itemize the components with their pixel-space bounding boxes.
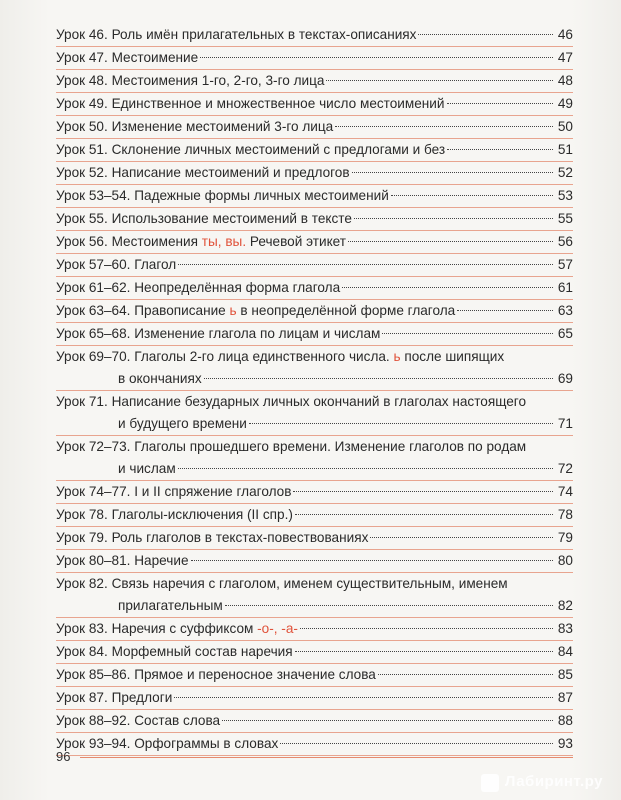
page-number: 52 xyxy=(557,165,573,180)
lesson-label: Урок 50. xyxy=(56,119,108,134)
leader-dots xyxy=(354,218,553,219)
lesson-title: Предлоги xyxy=(111,690,173,705)
leader-dots xyxy=(222,720,553,721)
page-number: 71 xyxy=(557,416,573,431)
lesson-title: Изменение местоимений 3-го лица xyxy=(111,119,334,134)
lesson-label: Урок 83. xyxy=(56,621,108,636)
lesson-title: Глаголы 2-го лица единственного числа. ь после шипящих xyxy=(134,349,505,364)
toc-entry-88-92 xyxy=(56,710,573,733)
page-number: 69 xyxy=(557,371,573,386)
page-number: 85 xyxy=(557,667,573,682)
lesson-title: Написание безударных личных окончаний в глаголах настоящего xyxy=(111,394,527,409)
leader-dots xyxy=(391,195,553,196)
lesson-title: Связь наречия с глаголом, именем существительным, именем xyxy=(111,576,508,591)
leader-dots xyxy=(280,743,553,744)
page-number: 48 xyxy=(557,73,573,88)
lesson-label: Урок 55. xyxy=(56,211,108,226)
page-number: 88 xyxy=(557,713,573,728)
lesson-label: Урок 48. xyxy=(56,73,108,88)
footer-page-number: 96 xyxy=(56,749,71,764)
toc-entry-63-64 xyxy=(56,300,573,323)
lesson-title: Наречия с суффиксом -о-, -а- xyxy=(111,621,298,636)
toc-entry-72-73 xyxy=(56,436,573,481)
page-number: 87 xyxy=(557,690,573,705)
toc-entry-50 xyxy=(56,116,573,139)
lesson-title: Прямое и переносное значение слова xyxy=(134,667,376,682)
leader-dots xyxy=(382,333,553,334)
toc-entry-78 xyxy=(56,504,573,527)
leader-dots xyxy=(249,423,553,424)
page-number: 53 xyxy=(557,188,573,203)
page-number: 55 xyxy=(557,211,573,226)
toc-entry-71 xyxy=(56,391,573,436)
leader-dots xyxy=(295,651,553,652)
highlight: ь xyxy=(229,303,237,318)
page-number: 63 xyxy=(557,303,573,318)
page-number: 72 xyxy=(557,461,573,476)
lesson-title-cont: в окончаниях xyxy=(118,371,202,386)
lesson-title: Глаголы-исключения (II спр.) xyxy=(111,507,293,522)
lesson-label: Урок 46. xyxy=(56,27,108,42)
lesson-title: Морфемный состав наречия xyxy=(111,644,293,659)
leader-dots xyxy=(200,57,553,58)
toc-entry-46 xyxy=(56,24,573,47)
page-number: 93 xyxy=(557,736,573,751)
lesson-title: Написание местоимений и предлогов xyxy=(111,165,350,180)
lesson-title-cont: и будущего времени xyxy=(118,416,247,431)
lesson-title: Роль имён прилагательных в текстах-описаниях xyxy=(111,27,417,42)
lesson-title-cont: и числам xyxy=(118,461,176,476)
lesson-label: Урок 56. xyxy=(56,234,108,249)
lesson-label: Урок 79. xyxy=(56,530,108,545)
page-number: 47 xyxy=(557,50,573,65)
lesson-label: Урок 80–81. xyxy=(56,553,131,568)
toc-entry-48 xyxy=(56,70,573,93)
lesson-label: Урок 78. xyxy=(56,507,108,522)
toc-entry-52 xyxy=(56,162,573,185)
leader-dots xyxy=(295,514,553,515)
toc-entry-83 xyxy=(56,618,573,641)
watermark-logo-icon xyxy=(481,774,499,792)
toc-entry-65-68 xyxy=(56,323,573,346)
lesson-label: Урок 47. xyxy=(56,50,108,65)
leader-dots xyxy=(326,80,553,81)
toc-entry-47 xyxy=(56,47,573,70)
lesson-label: Урок 87. xyxy=(56,690,108,705)
page-number: 65 xyxy=(557,326,573,341)
leader-dots xyxy=(447,103,554,104)
lesson-label: Урок 82. xyxy=(56,576,108,591)
table-of-contents xyxy=(56,24,573,756)
leader-dots xyxy=(300,628,553,629)
toc-entry-85-86 xyxy=(56,664,573,687)
lesson-title: Глаголы прошедшего времени. Изменение глаголов по родам xyxy=(134,439,527,454)
leader-dots xyxy=(191,560,553,561)
toc-entry-80-81 xyxy=(56,550,573,573)
lesson-title: Наречие xyxy=(134,553,189,568)
leader-dots xyxy=(378,674,553,675)
toc-entry-49 xyxy=(56,93,573,116)
toc-entry-93-94 xyxy=(56,733,573,756)
page-number: 49 xyxy=(557,96,573,111)
toc-entry-53-54 xyxy=(56,185,573,208)
lesson-title: Неопределённая форма глагола xyxy=(134,280,341,295)
toc-entry-57-60 xyxy=(56,254,573,277)
page-number: 50 xyxy=(557,119,573,134)
leader-dots xyxy=(342,287,553,288)
lesson-label: Урок 72–73. xyxy=(56,439,131,454)
toc-entry-51 xyxy=(56,139,573,162)
toc-entry-79 xyxy=(56,527,573,550)
leader-dots xyxy=(348,241,553,242)
lesson-title: Состав слова xyxy=(134,713,221,728)
lesson-title-cont: прилагательным xyxy=(118,598,223,613)
toc-entry-56 xyxy=(56,231,573,254)
page-number: 46 xyxy=(557,27,573,42)
leader-dots xyxy=(293,491,553,492)
footer-divider xyxy=(80,757,573,758)
leader-dots xyxy=(418,34,553,35)
lesson-label: Урок 52. xyxy=(56,165,108,180)
lesson-label: Урок 63–64. xyxy=(56,303,131,318)
page-number: 78 xyxy=(557,507,573,522)
leader-dots xyxy=(447,149,553,150)
toc-entry-82 xyxy=(56,573,573,618)
lesson-label: Урок 51. xyxy=(56,142,108,157)
lesson-title: Местоимение xyxy=(111,50,199,65)
lesson-title: I и II спряжение глаголов xyxy=(134,484,292,499)
lesson-title: Изменение глагола по лицам и числам xyxy=(134,326,381,341)
toc-entry-87 xyxy=(56,687,573,710)
highlight: ты, вы. xyxy=(201,234,247,249)
toc-entry-84 xyxy=(56,641,573,664)
lesson-label: Урок 57–60. xyxy=(56,257,131,272)
page-number: 56 xyxy=(557,234,573,249)
toc-entry-74-77 xyxy=(56,481,573,504)
lesson-title: Орфограммы в словах xyxy=(134,736,279,751)
toc-entry-69-70 xyxy=(56,346,573,391)
lesson-title: Местоимения ты, вы. Речевой этикет xyxy=(111,234,346,249)
lesson-title: Правописание ь в неопределённой форме глагола xyxy=(134,303,456,318)
lesson-label: Урок 61–62. xyxy=(56,280,131,295)
leader-dots xyxy=(178,468,553,469)
lesson-label: Урок 74–77. xyxy=(56,484,131,499)
watermark: Лабиринт.ру xyxy=(504,773,603,790)
page-number: 79 xyxy=(557,530,573,545)
lesson-title: Местоимения 1-го, 2-го, 3-го лица xyxy=(111,73,325,88)
page-number: 57 xyxy=(557,257,573,272)
leader-dots xyxy=(335,126,553,127)
highlight: -о-, -а- xyxy=(257,621,298,636)
lesson-title: Роль глаголов в текстах-повествованиях xyxy=(111,530,369,545)
lesson-label: Урок 84. xyxy=(56,644,108,659)
toc-entry-61-62 xyxy=(56,277,573,300)
page-number: 82 xyxy=(557,598,573,613)
highlight: ь xyxy=(393,349,401,364)
page-number: 80 xyxy=(557,553,573,568)
lesson-label: Урок 53–54. xyxy=(56,188,131,203)
lesson-label: Урок 65–68. xyxy=(56,326,131,341)
page-number: 51 xyxy=(557,142,573,157)
leader-dots xyxy=(352,172,553,173)
lesson-title: Падежные формы личных местоимений xyxy=(134,188,389,203)
lesson-label: Урок 93–94. xyxy=(56,736,131,751)
leader-dots xyxy=(225,605,553,606)
leader-dots xyxy=(178,264,553,265)
leader-dots xyxy=(204,378,553,379)
leader-dots xyxy=(174,697,553,698)
lesson-title: Склонение личных местоимений с предлогами и без xyxy=(111,142,446,157)
lesson-label: Урок 71. xyxy=(56,394,108,409)
lesson-label: Урок 69–70. xyxy=(56,349,131,364)
lesson-title: Глагол xyxy=(134,257,177,272)
lesson-title: Использование местоимений в тексте xyxy=(111,211,352,226)
leader-dots xyxy=(457,310,553,311)
toc-entry-55 xyxy=(56,208,573,231)
page-number: 84 xyxy=(557,644,573,659)
lesson-title: Единственное и множественное число местоимений xyxy=(111,96,445,111)
page-number: 61 xyxy=(557,280,573,295)
lesson-label: Урок 88–92. xyxy=(56,713,131,728)
lesson-label: Урок 85–86. xyxy=(56,667,131,682)
lesson-label: Урок 49. xyxy=(56,96,108,111)
page-number: 83 xyxy=(557,621,573,636)
leader-dots xyxy=(370,537,553,538)
page-number: 74 xyxy=(557,484,573,499)
